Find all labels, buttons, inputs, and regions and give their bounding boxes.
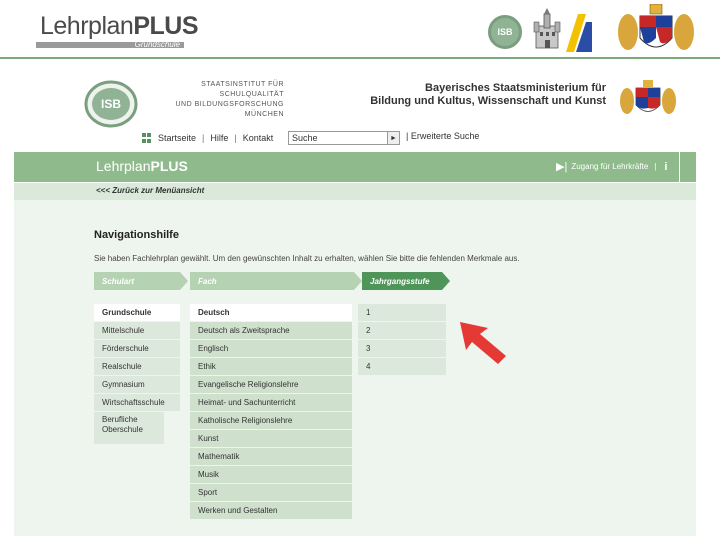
ministry-line: Bildung und Kultus, Wissenschaft und Kunst [370, 94, 606, 107]
startseite-link[interactable]: Startseite [158, 133, 197, 143]
institute-line: UND BILDUNGSFORSCHUNG [175, 101, 284, 108]
school-item[interactable]: Gymnasium [94, 376, 180, 393]
subject-item[interactable]: Deutsch als Zweitsprache [190, 322, 352, 339]
info-icon[interactable]: i [664, 160, 668, 173]
subject-item[interactable]: Katholische Religionslehre [190, 412, 352, 429]
isb-logo-icon [84, 80, 138, 128]
subject-list [190, 304, 352, 520]
grade-item[interactable]: 1 [358, 304, 446, 321]
stripe-icon [566, 14, 592, 52]
grade-list [358, 304, 446, 376]
kontakt-link[interactable]: Kontakt [242, 133, 274, 143]
ministry-line: Bayerisches Staatsministerium für [425, 82, 606, 94]
slide-logo [36, 12, 198, 49]
utility-nav [142, 131, 273, 145]
ministry-name [360, 82, 606, 107]
subject-item[interactable]: Musik [190, 466, 352, 483]
svg-text:ISB: ISB [100, 97, 122, 111]
school-type-list [94, 304, 180, 445]
school-item[interactable]: Förderschule [94, 340, 180, 357]
slide-logo-word: LehrplanPLUS [40, 12, 198, 40]
slide-logo-sub: Grundschule [134, 40, 180, 49]
subject-item[interactable]: Kunst [190, 430, 352, 447]
search-button[interactable]: ► [388, 131, 400, 145]
subject-item[interactable]: Englisch [190, 340, 352, 357]
subject-item[interactable]: Mathematik [190, 448, 352, 465]
top-rule [0, 57, 720, 59]
school-item[interactable]: Mittelschule [94, 322, 180, 339]
play-arrow-icon: ▶| [556, 161, 568, 173]
teacher-access-label: Zugang für Lehrkräfte [571, 162, 649, 171]
school-item[interactable]: Berufliche Oberschule [94, 412, 164, 444]
subject-item[interactable]: Deutsch [190, 304, 352, 321]
school-item[interactable]: Realschule [94, 358, 180, 375]
grade-item[interactable]: 2 [358, 322, 446, 339]
isb-logo-icon: ISB [488, 15, 522, 49]
red-arrow-icon [458, 318, 510, 366]
separator: | [406, 131, 409, 141]
step-jahrgangsstufe[interactable]: Jahrgangsstufe [362, 272, 442, 290]
subject-item[interactable]: Sport [190, 484, 352, 501]
search-input[interactable]: Suche [288, 131, 388, 145]
school-item[interactable]: Grundschule [94, 304, 180, 321]
page-title: Navigationshilfe [94, 229, 179, 241]
subject-item[interactable]: Heimat- und Sachunterricht [190, 394, 352, 411]
extended-search-label: Erweiterte Suche [410, 131, 480, 141]
institute-name [142, 80, 284, 120]
coat-of-arms-icon [618, 80, 678, 118]
subject-item[interactable]: Werken und Gestalten [190, 502, 352, 519]
grade-item[interactable]: 3 [358, 340, 446, 357]
extended-search-link[interactable] [406, 131, 479, 141]
band-title: LehrplanPLUS [96, 158, 188, 174]
school-item[interactable]: Wirtschaftsschule [94, 394, 180, 411]
page-description: Sie haben Fachlehrplan gewählt. Um den gewünschten Inhalt zu erhalten, wählen Sie bitte die fehlenden Merkmale aus. [94, 254, 520, 263]
castle-icon [530, 8, 564, 52]
back-to-menu-link[interactable]: <<< Zurück zur Menüansicht [96, 186, 205, 195]
separator: | [234, 133, 237, 143]
subject-item[interactable]: Ethik [190, 358, 352, 375]
institute-line: STAATSINSTITUT FÜR SCHULQUALITÄT [201, 81, 284, 98]
hilfe-link[interactable]: Hilfe [210, 133, 229, 143]
teacher-access[interactable] [556, 160, 667, 173]
subject-item[interactable]: Evangelische Religionslehre [190, 376, 352, 393]
grid-icon [142, 133, 152, 143]
coat-of-arms-icon [616, 4, 696, 56]
step-schulart[interactable]: Schulart [94, 272, 180, 290]
step-fach[interactable]: Fach [190, 272, 354, 290]
institute-line: MÜNCHEN [244, 111, 284, 118]
separator: | [202, 133, 205, 143]
grade-item[interactable]: 4 [358, 358, 446, 375]
separator: | [654, 162, 657, 171]
